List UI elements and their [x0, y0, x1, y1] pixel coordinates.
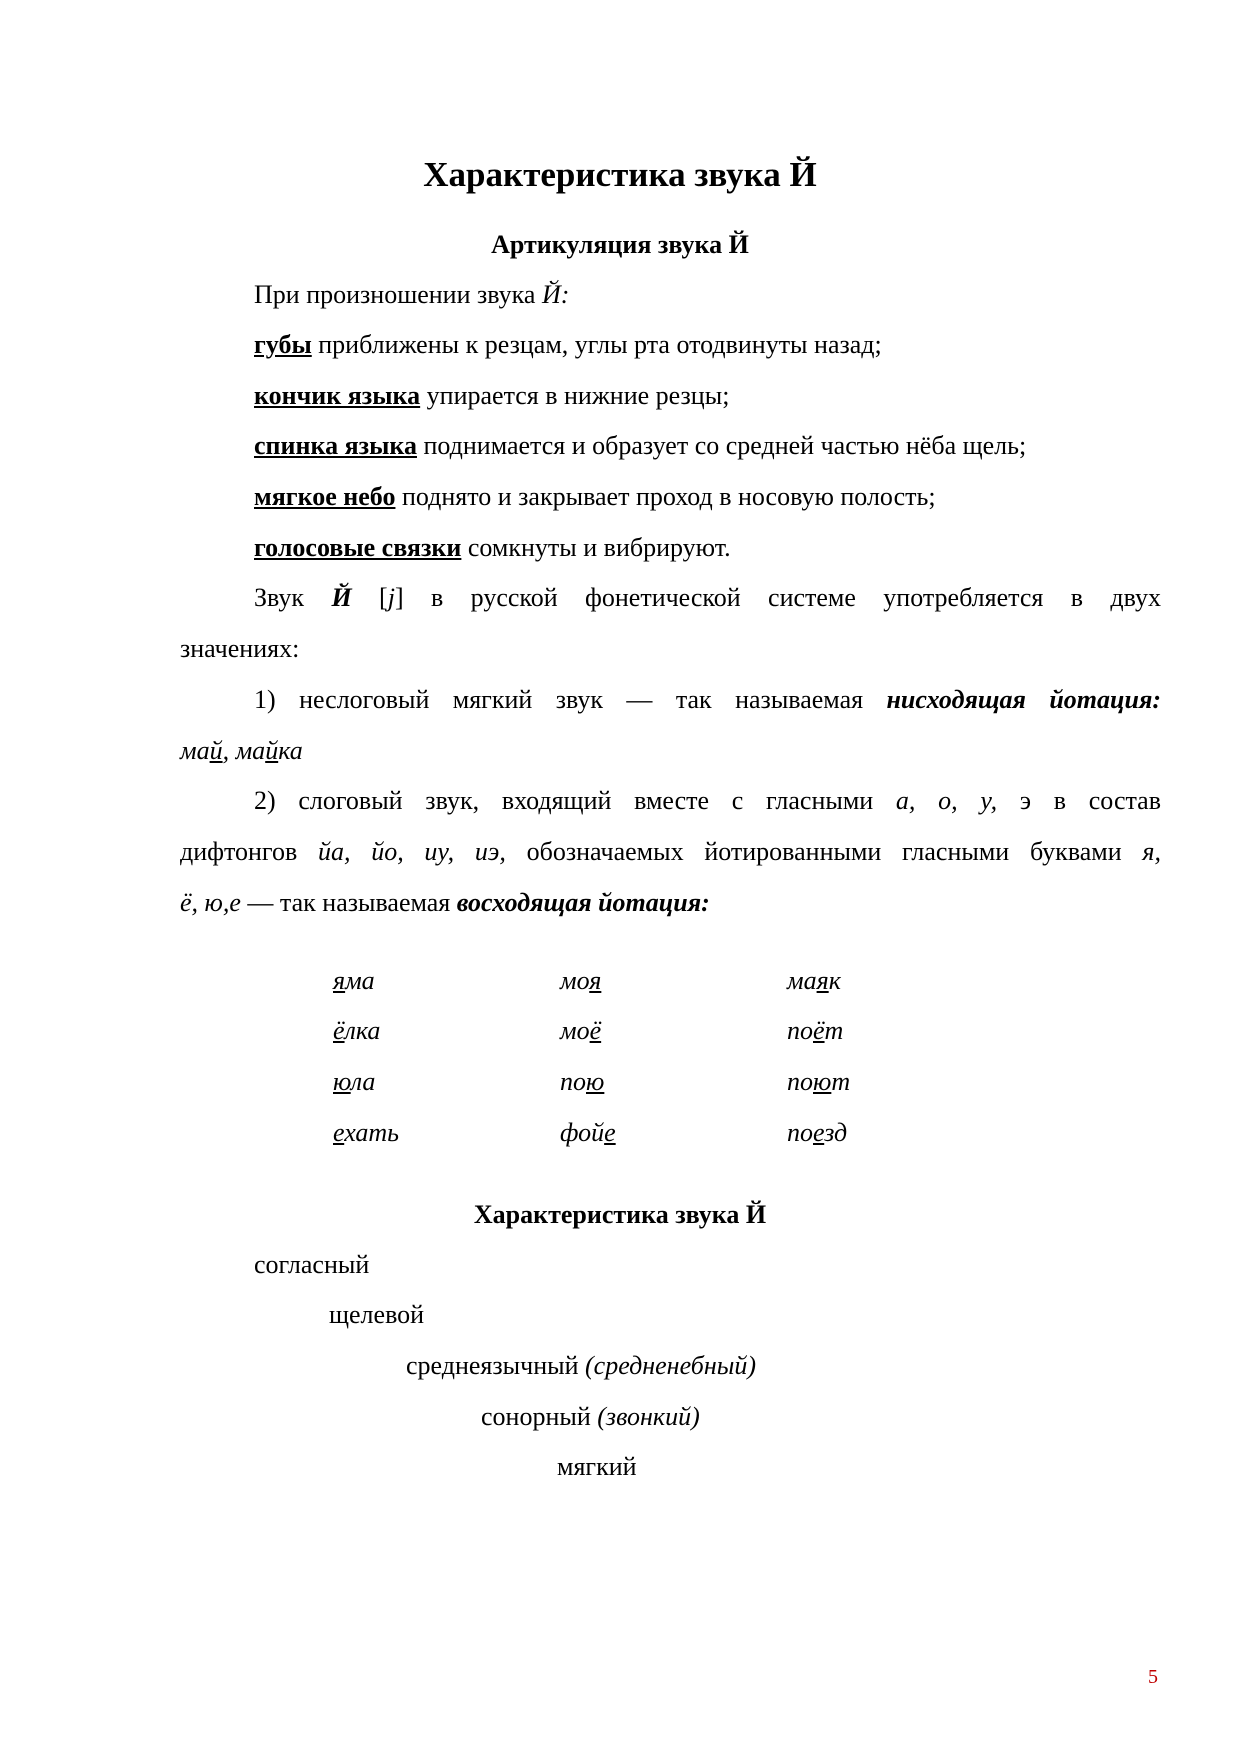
iotated-letter: я — [333, 966, 346, 995]
t: j — [387, 583, 395, 612]
t: э в состав — [997, 786, 1161, 815]
intro-line — [254, 280, 569, 310]
iotated-letter: я — [589, 966, 602, 995]
t: восходящая йотация: — [456, 888, 710, 917]
desc: сомкнуты и вибрируют. — [461, 533, 731, 562]
item2-line1 — [254, 786, 1161, 816]
t: щелевой — [329, 1300, 425, 1329]
t: — так называемая — [240, 888, 457, 917]
t: Звук — [254, 583, 332, 612]
t: а, о, у, — [895, 786, 998, 815]
word-part: ма — [345, 966, 375, 995]
t: ма — [180, 736, 210, 765]
t: сонорный — [481, 1402, 598, 1431]
para1-line1 — [254, 583, 1161, 613]
iotated-letter: ё — [813, 1016, 825, 1045]
iotated-letter: ю — [333, 1067, 351, 1096]
word-part: хать — [344, 1118, 400, 1147]
iotated-letter: е — [604, 1118, 616, 1147]
t: [ — [351, 583, 388, 612]
word-part: по — [787, 1016, 813, 1045]
t: я, — [1142, 837, 1161, 866]
example-word — [560, 1016, 601, 1046]
characteristic — [254, 1250, 369, 1280]
characteristic — [329, 1300, 424, 1330]
word-part: зд — [824, 1118, 848, 1147]
t: , ма — [222, 736, 266, 765]
desc: поднимается и образует со средней частью нёба щель; — [416, 431, 1027, 460]
section-heading: Характеристика звука Й — [473, 1200, 767, 1229]
example-word — [333, 1118, 399, 1148]
iotated-letter: е — [333, 1118, 345, 1147]
articulation-item — [254, 330, 882, 360]
word-part: ма — [787, 966, 817, 995]
word-part: мо — [560, 1016, 590, 1045]
desc: поднято и закрывает проход в носовую полость; — [395, 482, 936, 511]
word-part: по — [787, 1067, 813, 1096]
word-part: по — [560, 1067, 586, 1096]
example-word — [333, 1067, 375, 1097]
characteristic — [406, 1351, 756, 1381]
articulation-item — [254, 482, 936, 512]
item2-line3 — [180, 888, 710, 918]
t: ] в русской фонетической системе употребляется в двух — [394, 583, 1162, 612]
term: мягкое небо — [254, 482, 396, 511]
term: кончик языка — [254, 381, 421, 410]
item1-examples — [180, 736, 303, 766]
characteristic — [557, 1452, 637, 1482]
desc: приближены к резцам, углы рта отодвинуты назад; — [311, 330, 882, 359]
t: Й — [331, 583, 352, 612]
example-word — [787, 1067, 850, 1097]
item2-line2 — [180, 837, 1161, 867]
iotated-letter: е — [813, 1118, 825, 1147]
iotated-letter: я — [816, 966, 829, 995]
t: й — [265, 736, 279, 765]
example-word — [560, 1067, 604, 1097]
section-subtitle: Артикуляция звука Й — [491, 230, 749, 259]
term: голосовые связки — [254, 533, 462, 562]
example-word — [787, 1118, 847, 1148]
t: мягкий — [557, 1452, 637, 1481]
t: (средненебный) — [585, 1351, 757, 1380]
articulation-item — [254, 381, 729, 411]
t: ё, ю,е — [180, 888, 241, 917]
iotated-letter: ё — [333, 1016, 345, 1045]
desc: упирается в нижние резцы; — [420, 381, 730, 410]
word-part: т — [824, 1016, 844, 1045]
word-part: фой — [560, 1118, 605, 1147]
t: 1) неслоговый мягкий звук — так называемая — [254, 685, 887, 714]
intro-text: При произношении звука — [254, 280, 542, 309]
t: обозначаемых йотированными гласными буквами — [505, 837, 1143, 866]
characteristic — [481, 1402, 700, 1432]
word-part: по — [787, 1118, 813, 1147]
iotated-letter: ё — [589, 1016, 602, 1045]
example-word — [333, 966, 375, 996]
example-word — [333, 1016, 380, 1046]
example-word — [787, 1016, 843, 1046]
t: йа, йо, иу, иэ, — [317, 837, 506, 866]
word-part: к — [828, 966, 841, 995]
t: 2) слоговый звук, входящий вместе с гласными — [254, 786, 896, 815]
articulation-item — [254, 533, 731, 563]
iotated-letter: ю — [586, 1067, 605, 1096]
t: дифтонгов — [180, 837, 318, 866]
articulation-item — [254, 431, 1026, 461]
t: нисходящая йотация: — [886, 685, 1161, 714]
t: согласный — [254, 1250, 370, 1279]
example-word — [560, 1118, 616, 1148]
t: (звонкий) — [597, 1402, 700, 1431]
term: спинка языка — [254, 431, 417, 460]
intro-italic: Й: — [541, 280, 570, 309]
term: губы — [254, 330, 312, 359]
t: й — [209, 736, 223, 765]
para1-line2: значениях: — [180, 634, 300, 663]
iotated-letter: ю — [813, 1067, 832, 1096]
item1-line1 — [254, 685, 1161, 715]
page-title: Характеристика звука Й — [423, 155, 817, 194]
t: ка — [278, 736, 303, 765]
word-part: ла — [350, 1067, 376, 1096]
page-number: 5 — [1148, 1666, 1158, 1688]
t: среднеязычный — [406, 1351, 585, 1380]
word-part: т — [831, 1067, 851, 1096]
example-word — [560, 966, 601, 996]
example-word — [787, 966, 841, 996]
word-part: лка — [344, 1016, 381, 1045]
word-part: мо — [560, 966, 590, 995]
